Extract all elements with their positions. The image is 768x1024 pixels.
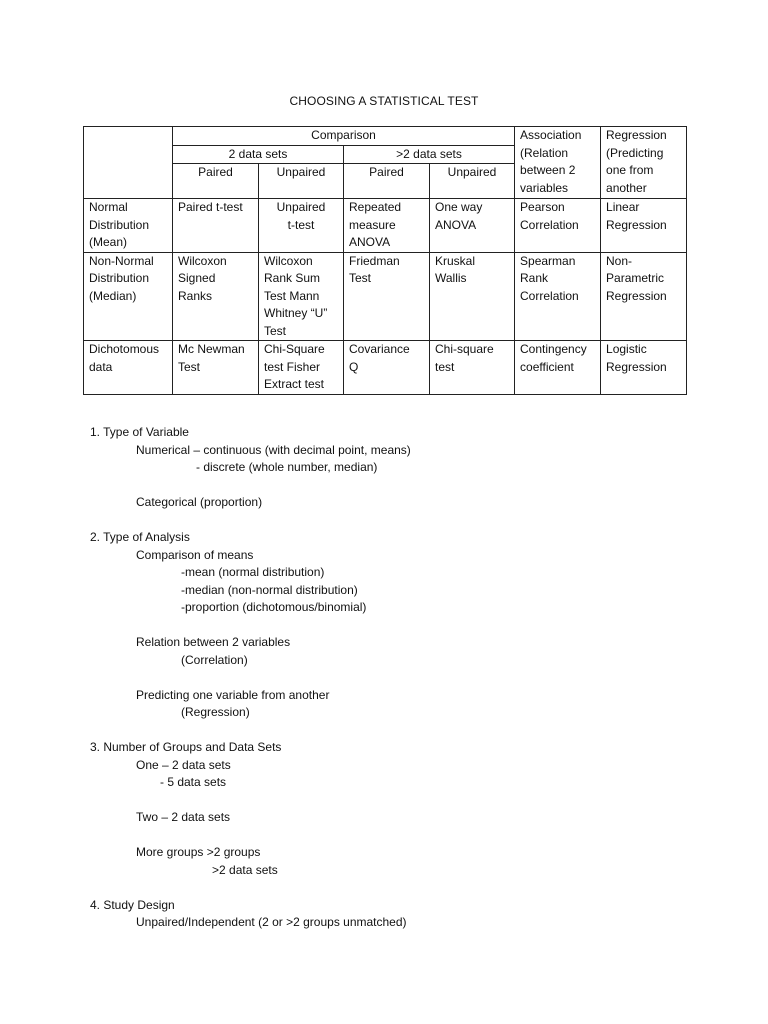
corner-cell [84, 127, 173, 199]
cell-paired-two: Wilcoxon Signed Ranks [173, 252, 259, 341]
note-line: -mean (normal distribution) [181, 565, 325, 579]
section-heading: 3. Number of Groups and Data Sets [90, 740, 282, 754]
section-heading: 4. Study Design [90, 897, 175, 912]
note-line: -median (non-normal distribution) [181, 582, 358, 597]
page-title: CHOOSING A STATISTICAL TEST [289, 94, 479, 108]
note-line: One – 2 data sets [136, 757, 231, 772]
cell-paired-two: Mc Newman Test [173, 341, 259, 395]
note-line: More groups >2 groups [136, 845, 261, 859]
cell-association: Spearman Rank Correlation [515, 252, 601, 341]
header-association: Association (Relation between 2 variables [515, 127, 601, 199]
section-heading: 2. Type of Analysis [90, 530, 190, 544]
cell-unpaired-two: Chi-Square test Fisher Extract test [259, 341, 344, 395]
note-line: Predicting one variable from another [136, 687, 330, 702]
cell-paired-more: Friedman Test [344, 252, 430, 341]
cell-paired-more: Repeated measure ANOVA [344, 199, 430, 253]
cell-paired-more: Covariance Q [344, 341, 430, 395]
header-unpaired-two: Unpaired [259, 164, 344, 199]
note-line: >2 data sets [212, 862, 278, 877]
notes-section [90, 424, 411, 932]
header-more-data-sets: >2 data sets [344, 145, 515, 164]
header-row-comparison [84, 127, 687, 146]
cell-unpaired-two: Wilcoxon Rank Sum Test Mann Whitney “U” Test [259, 252, 344, 341]
note-line: Numerical – continuous (with decimal point, means) [136, 442, 411, 457]
row-label: Dichotomous data [84, 341, 173, 395]
statistical-test-table [83, 126, 687, 395]
row-label: Non-Normal Distribution (Median) [84, 252, 173, 341]
table-row [84, 199, 687, 253]
cell-unpaired-two: Unpaired t-test [259, 199, 344, 253]
header-two-data-sets: 2 data sets [173, 145, 344, 164]
cell-unpaired-more: Kruskal Wallis [430, 252, 515, 341]
cell-association: Pearson Correlation [515, 199, 601, 253]
note-line: Two – 2 data sets [136, 810, 231, 824]
note-line: - 5 data sets [160, 775, 227, 789]
header-paired-two: Paired [173, 164, 259, 199]
note-line: Relation between 2 variables [136, 635, 291, 649]
table-row [84, 252, 687, 341]
section-heading: 1. Type of Variable [90, 425, 189, 439]
header-comparison: Comparison [173, 127, 515, 146]
header-paired-more: Paired [344, 164, 430, 199]
cell-unpaired-more: One way ANOVA [430, 199, 515, 253]
note-line: Comparison of means [136, 547, 254, 562]
note-line: -proportion (dichotomous/binomial) [181, 600, 367, 614]
cell-paired-two: Paired t-test [173, 199, 259, 253]
note-line: (Correlation) [181, 652, 248, 667]
row-label: Normal Distribution (Mean) [84, 199, 173, 253]
cell-regression: Non- Parametric Regression [601, 252, 687, 341]
note-line: Unpaired/Independent (2 or >2 groups unmatched) [136, 915, 407, 929]
cell-association: Contingency coefficient [515, 341, 601, 395]
note-line: (Regression) [181, 705, 250, 719]
header-unpaired-more: Unpaired [430, 164, 515, 199]
header-regression: Regression (Predicting one from another [601, 127, 687, 199]
note-line: Categorical (proportion) [136, 495, 263, 509]
cell-regression: Linear Regression [601, 199, 687, 253]
cell-regression: Logistic Regression [601, 341, 687, 395]
table-row [84, 341, 687, 395]
note-line: - discrete (whole number, median) [196, 460, 378, 474]
cell-unpaired-more: Chi-square test [430, 341, 515, 395]
